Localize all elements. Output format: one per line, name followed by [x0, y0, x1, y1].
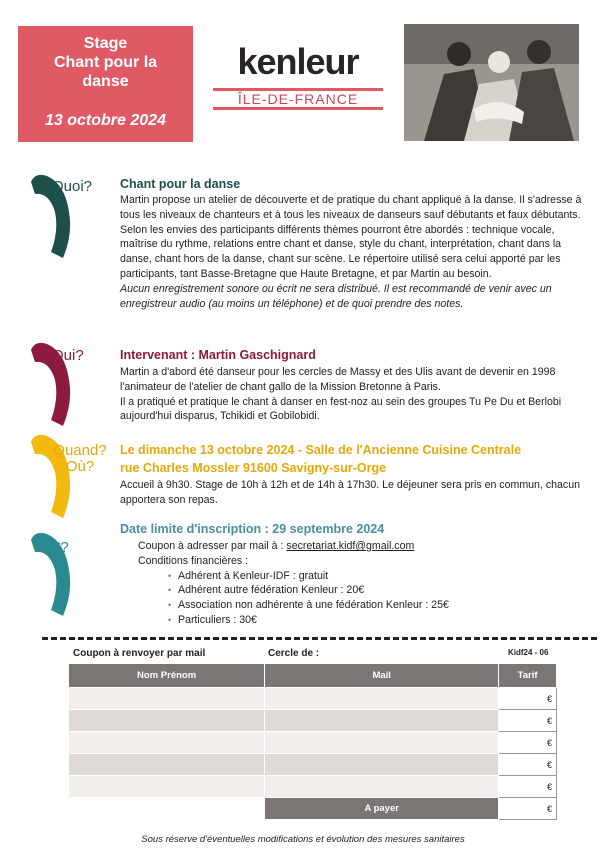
- qui-title: Intervenant : Martin Gaschignard: [120, 348, 316, 362]
- name-cell[interactable]: [69, 776, 265, 798]
- quoi-note: Aucun enregistrement sonore ou écrit ne sera distribué. Il est recommandé de venir avec un enregistreur audio (au moins un téléphone) et de quoi prendre des notes.: [120, 282, 552, 310]
- conditions-list: [168, 569, 578, 628]
- cut-line: [42, 637, 597, 640]
- email-link[interactable]: secretariat.kidf@gmail.com: [286, 540, 415, 552]
- col-tarif-header: Tarif: [499, 664, 557, 688]
- quand-label: Quand? Où?: [53, 442, 107, 475]
- table-row: [69, 732, 557, 754]
- condition-item: • Particuliers : 30€: [168, 613, 578, 628]
- table-row: [69, 776, 557, 798]
- total-label: A payer: [265, 798, 499, 820]
- table-row: [69, 710, 557, 732]
- mail-cell[interactable]: [265, 710, 499, 732]
- stage-title-box: [18, 26, 193, 142]
- table-row: [69, 688, 557, 710]
- tarif-cell[interactable]: €: [499, 754, 557, 776]
- coupon-line: Coupon à adresser par mail à : secretariat.kidf@gmail.com: [138, 540, 415, 552]
- table-row: [69, 754, 557, 776]
- price-body: [138, 539, 578, 628]
- qui-text-1: Martin a d'abord été danseur pour les cercles de Massy et des Ulis avant de devenir en 1998 l'animateur de l'atelier de chant gallo de la Mission Bretonne à Paris.: [120, 366, 556, 393]
- footnote: Sous réserve d'éventuelles modifications et évolution des mesures sanitaires: [141, 834, 465, 845]
- deadline-title: Date limite d'inscription : 29 septembre 2024: [120, 522, 385, 536]
- kenleur-logo-band: [213, 88, 383, 110]
- mail-cell[interactable]: [265, 732, 499, 754]
- logo-subtitle: ÎLE-DE-FRANCE: [237, 91, 359, 107]
- name-cell[interactable]: [69, 710, 265, 732]
- qui-label: Qui?: [52, 347, 84, 364]
- qui-text-2: Il a pratiqué et pratique le chant à danser en fest-noz au sein des groupes Tu Pe Du et Berlobi aujourd'hui disparus, Tchikidi et Gobilobidi.: [120, 395, 562, 423]
- tarif-cell[interactable]: €: [499, 732, 557, 754]
- quoi-title: Chant pour la danse: [120, 177, 241, 191]
- stage-date: 13 octobre 2024: [45, 112, 166, 129]
- dancers-photo: [404, 24, 579, 141]
- condition-item: • Association non adhérente à une fédération Kenleur : 25€: [168, 598, 578, 613]
- cercle-label: Cercle de :: [268, 648, 320, 659]
- conditions-label: Conditions financières :: [138, 554, 249, 567]
- total-cell[interactable]: €: [499, 798, 557, 820]
- condition-item: • Adhérent autre fédération Kenleur : 20€: [168, 583, 578, 598]
- quoi-text: Martin propose un atelier de découverte et de pratique du chant appliqué à la danse. Il s'adresse à tous les niveaux de chanteurs et à tous les niveaux de danseurs sauf débutants et faux débutants. Selon les envies des participants différents thèmes pourront être abordés : technique vocale, maîtrise du rythme, relations entre chant et danse, style du chant, interprétation, chant dans la danse, chant hors de la danse, chant sur scène. Le répertoire utilisé sera celui apporté par les participants, tant Basse-Bretagne que Haute Bretagne, et par Martin au besoin.: [120, 194, 582, 280]
- name-cell[interactable]: [69, 732, 265, 754]
- table-header-row: [69, 664, 557, 688]
- name-cell[interactable]: [69, 754, 265, 776]
- quoi-body: [120, 193, 590, 311]
- tarif-cell[interactable]: €: [499, 688, 557, 710]
- mail-cell[interactable]: [265, 754, 499, 776]
- tarif-cell[interactable]: €: [499, 776, 557, 798]
- col-mail-header: Mail: [265, 664, 499, 688]
- quand-title: Le dimanche 13 octobre 2024 - Salle de l'Ancienne Cuisine Centrale rue Charles Mossler 91600 Savigny-sur-Orge: [120, 443, 522, 475]
- price-ribbon-icon: [25, 530, 77, 620]
- tarif-cell[interactable]: €: [499, 710, 557, 732]
- registration-table: [68, 663, 557, 820]
- mail-cell[interactable]: [265, 688, 499, 710]
- condition-item: • Adhérent à Kenleur-IDF : gratuit: [168, 569, 578, 584]
- quand-text: Accueil à 9h30. Stage de 10h à 12h et de 14h à 17h30. Le déjeuner sera pris en commun, chacun apportera son repas.: [120, 479, 580, 506]
- name-cell[interactable]: [69, 688, 265, 710]
- qui-body: [120, 365, 590, 424]
- coupon-heading: Coupon à renvoyer par mail: [73, 648, 206, 659]
- col-name-header: Nom Prénom: [69, 664, 265, 688]
- mail-cell[interactable]: [265, 776, 499, 798]
- price-label: €?: [52, 539, 69, 556]
- stage-title: Stage Chant pour la danse: [53, 35, 158, 90]
- quoi-label: Quoi?: [52, 178, 93, 195]
- form-reference: Kidf24 - 06: [508, 648, 549, 657]
- total-row: [69, 798, 557, 820]
- kenleur-logo: kenleur: [237, 41, 359, 82]
